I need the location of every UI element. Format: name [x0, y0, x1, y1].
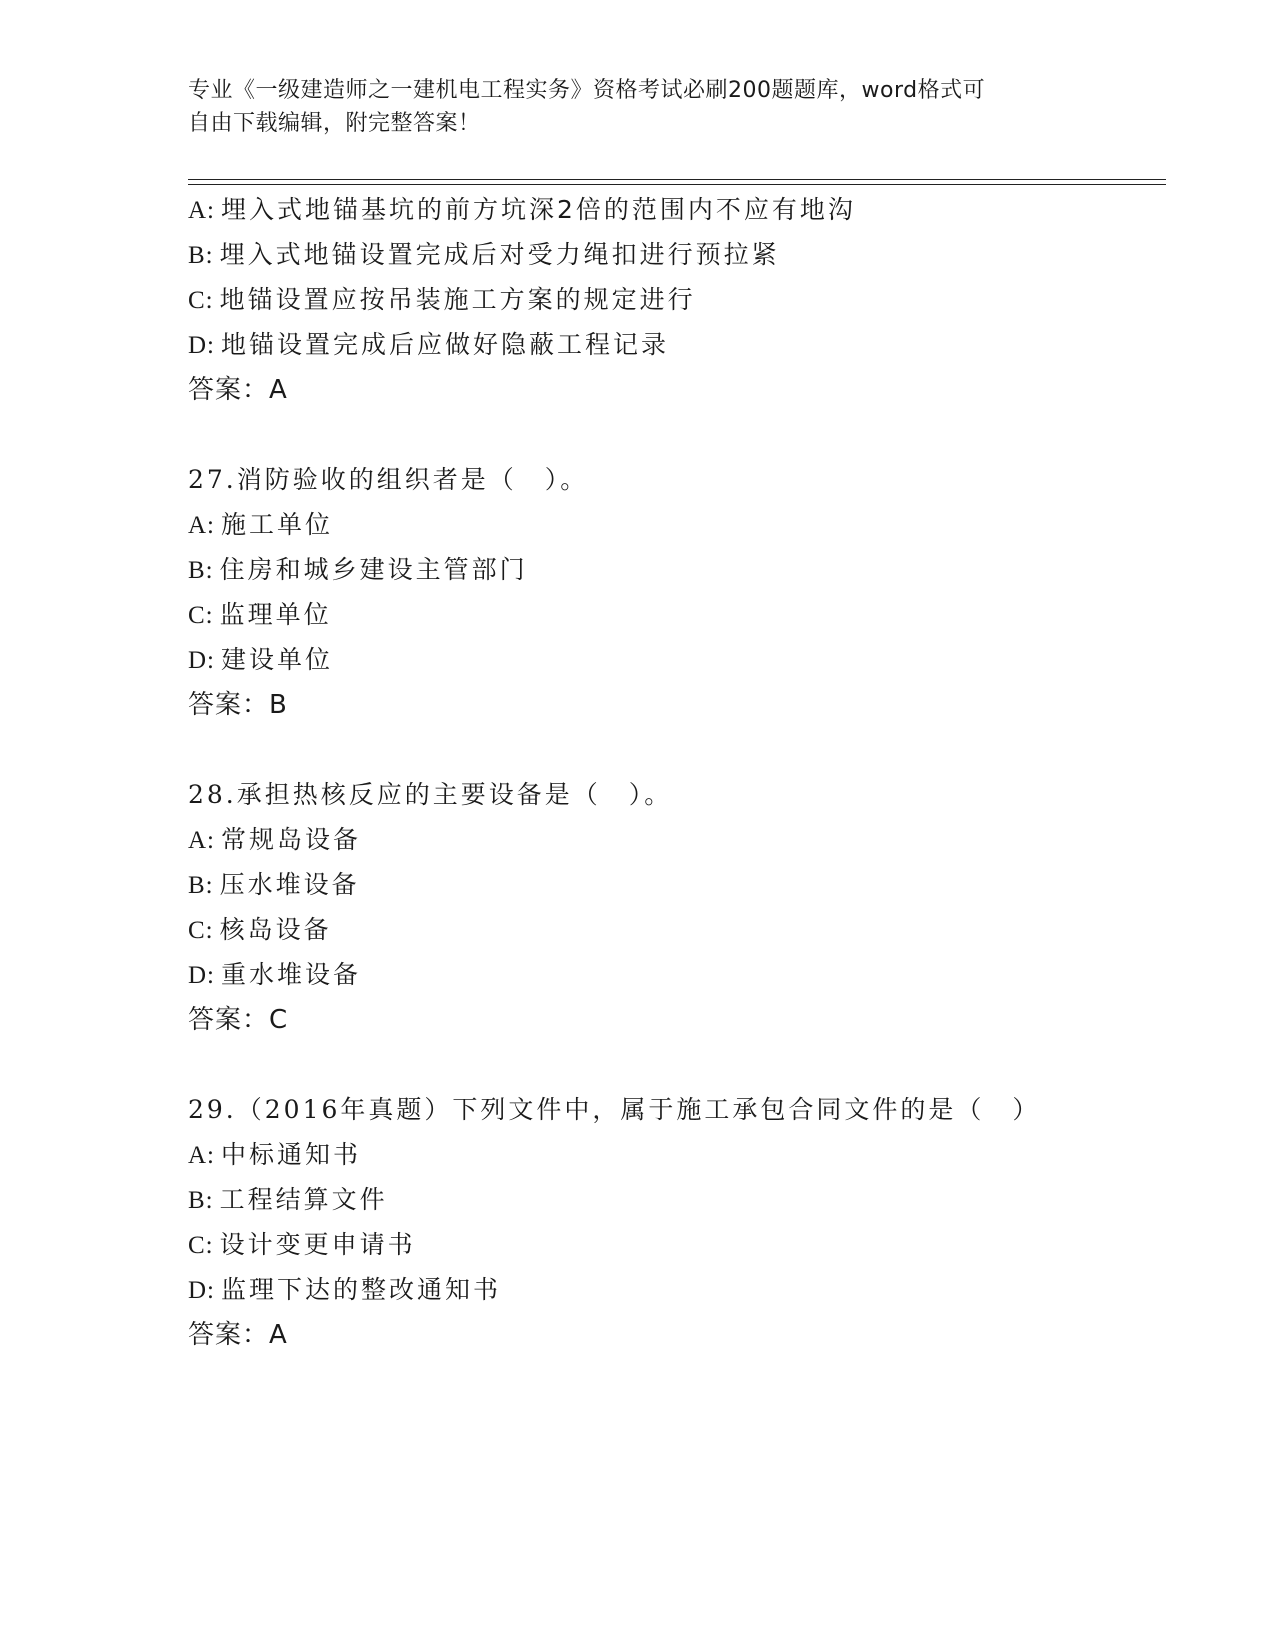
q27-answer: 答案：B: [188, 690, 288, 720]
option-text: 建设单位: [221, 645, 334, 674]
q27-option-a: [188, 508, 333, 543]
option-label: D:: [188, 1277, 215, 1304]
option-text: 常规岛设备: [221, 825, 362, 854]
option-label: C:: [188, 1232, 214, 1259]
q27-option-c: [188, 598, 332, 633]
header-divider-top: [188, 179, 1166, 180]
option-text: 设计变更申请书: [219, 1230, 416, 1259]
q26-option-a: [188, 193, 856, 228]
option-text: 地锚设置应按吊装施工方案的规定进行: [219, 285, 696, 314]
q29-option-b: [188, 1183, 388, 1218]
q26-option-d: [188, 328, 669, 363]
q26-answer: 答案：A: [188, 375, 288, 405]
option-label: A:: [188, 1142, 215, 1169]
q29-option-c: [188, 1228, 416, 1263]
q28-option-a: [188, 823, 361, 858]
option-label: B:: [188, 557, 214, 584]
header-divider-bottom: [188, 184, 1166, 185]
q28-option-c: [188, 913, 332, 948]
q28-answer: 答案：C: [188, 1005, 289, 1035]
q27-option-b: [188, 553, 528, 588]
option-text: 地锚设置完成后应做好隐蔽工程记录: [221, 330, 670, 359]
q27-question: 27.消防验收的组织者是（ ）。: [188, 465, 589, 494]
option-text: 重水堆设备: [221, 960, 362, 989]
option-text: 埋入式地锚基坑的前方坑深2倍的范围内不应有地沟: [221, 195, 856, 224]
option-label: A:: [188, 512, 215, 539]
q28-option-b: [188, 868, 360, 903]
option-text: 核岛设备: [219, 915, 332, 944]
option-text: 住房和城乡建设主管部门: [219, 555, 528, 584]
document-header: [188, 74, 1088, 140]
q29-question: 29.（2016年真题）下列文件中，属于施工承包合同文件的是（ ）: [188, 1095, 1041, 1124]
option-text: 施工单位: [221, 510, 334, 539]
q28-option-d: [188, 958, 361, 993]
option-label: B:: [188, 242, 214, 269]
option-label: C:: [188, 602, 214, 629]
option-label: D:: [188, 332, 215, 359]
option-label: C:: [188, 287, 214, 314]
option-text: 中标通知书: [221, 1140, 362, 1169]
q29-option-d: [188, 1273, 501, 1308]
option-text: 监理下达的整改通知书: [221, 1275, 502, 1304]
option-text: 埋入式地锚设置完成后对受力绳扣进行预拉紧: [219, 240, 780, 269]
header-line-2: 自由下载编辑，附完整答案！: [188, 111, 481, 136]
option-label: D:: [188, 962, 215, 989]
q27-option-d: [188, 643, 333, 678]
option-text: 监理单位: [219, 600, 332, 629]
q29-option-a: [188, 1138, 361, 1173]
q26-option-b: [188, 238, 780, 273]
q28-question: 28.承担热核反应的主要设备是（ ）。: [188, 780, 673, 809]
option-text: 工程结算文件: [219, 1185, 388, 1214]
option-label: B:: [188, 872, 214, 899]
option-text: 压水堆设备: [219, 870, 360, 899]
header-line-1: 专业《一级建造师之一建机电工程实务》资格考试必刷200题题库，word格式可: [188, 78, 986, 103]
q26-option-c: [188, 283, 696, 318]
option-label: A:: [188, 827, 215, 854]
option-label: D:: [188, 647, 215, 674]
q29-answer: 答案：A: [188, 1320, 288, 1350]
option-label: C:: [188, 917, 214, 944]
option-label: A:: [188, 197, 215, 224]
option-label: B:: [188, 1187, 214, 1214]
